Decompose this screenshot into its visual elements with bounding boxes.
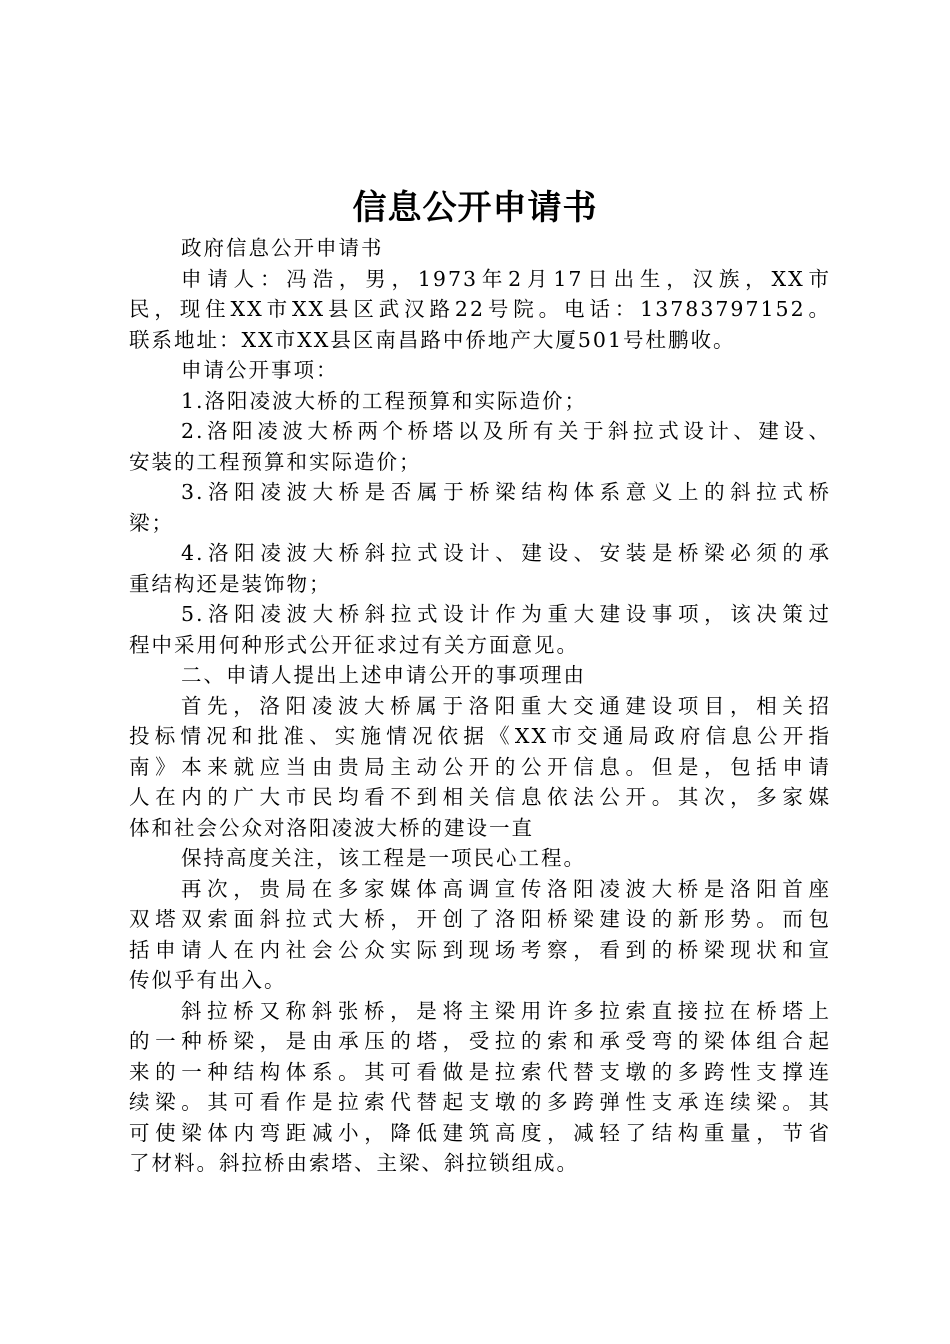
paragraph-line: 4.洛阳凌波大桥斜拉式设计、建设、安装是桥梁必须的承 [181,541,831,565]
paragraph-line: 申请公开事项： [181,358,339,382]
paragraph-line: 来的一种结构体系。其可看做是拉索代替支墩的多跨性支撑连 [129,1059,831,1084]
paragraph-line: 申请人：冯浩，男，1973年2月17日出生，汉族，XX市 [181,266,831,291]
paragraph-line: 1.洛阳凌波大桥的工程预算和实际造价； [181,388,588,413]
paragraph-line: 民，现住XX市XX县区武汉路22号院。电话：13783797152。 [129,297,831,321]
paragraph-line: 梁； [129,510,174,535]
paragraph-line: 首先，洛阳凌波大桥属于洛阳重大交通建设项目，相关招 [181,693,831,718]
paragraph-line: 斜拉桥又称斜张桥，是将主梁用许多拉索直接拉在桥塔上 [181,998,831,1023]
paragraph-line: 安装的工程预算和实际造价； [129,449,422,474]
paragraph-line: 政府信息公开申请书 [181,236,384,260]
paragraph-line: 3.洛阳凌波大桥是否属于桥梁结构体系意义上的斜拉式桥 [181,480,831,504]
paragraph-line: 再次，贵局在多家媒体高调宣传洛阳凌波大桥是洛阳首座 [181,876,831,901]
paragraph-line: 2.洛阳凌波大桥两个桥塔以及所有关于斜拉式设计、建设、 [181,419,831,443]
paragraph-line: 重结构还是装饰物； [129,571,332,596]
document-title: 信息公开申请书 [352,188,598,228]
paragraph-line: 二、申请人提出上述申请公开的事项理由 [181,663,586,687]
paragraph-line: 了材料。斜拉桥由索塔、主梁、斜拉锁组成。 [129,1151,579,1175]
paragraph-line: 传似乎有出入。 [129,968,287,992]
paragraph-line: 联系地址：XX市XX县区南昌路中侨地产大厦501号杜鹏收。 [129,327,736,352]
paragraph-line: 的一种桥梁，是由承压的塔，受拉的索和承受弯的梁体组合起 [129,1029,831,1053]
paragraph-line: 体和社会公众对洛阳凌波大桥的建设一直 [129,815,534,840]
paragraph-line: 投标情况和批准、实施情况依据《XX市交通局政府信息公开指 [129,724,831,748]
paragraph-line: 5.洛阳凌波大桥斜拉式设计作为重大建设事项，该决策过 [181,602,831,626]
paragraph-line: 南》本来就应当由贵局主动公开的公开信息。但是，包括申请 [129,754,831,779]
paragraph-line: 可使梁体内弯距减小，降低建筑高度，减轻了结构重量，节省 [129,1120,831,1145]
paragraph-line: 保持高度关注，该工程是一项民心工程。 [181,846,586,870]
paragraph-line: 续梁。其可看作是拉索代替起支墩的多跨弹性支承连续梁。其 [129,1090,831,1114]
document-body [129,233,831,1179]
paragraph-line: 程中采用何种形式公开征求过有关方面意见。 [129,632,579,657]
paragraph-line: 人在内的广大市民均看不到相关信息依法公开。其次，多家媒 [129,785,831,809]
paragraph-line: 括申请人在内社会公众实际到现场考察，看到的桥梁现状和宣 [129,937,831,962]
paragraph-line: 双塔双索面斜拉式大桥，开创了洛阳桥梁建设的新形势。而包 [129,907,831,931]
